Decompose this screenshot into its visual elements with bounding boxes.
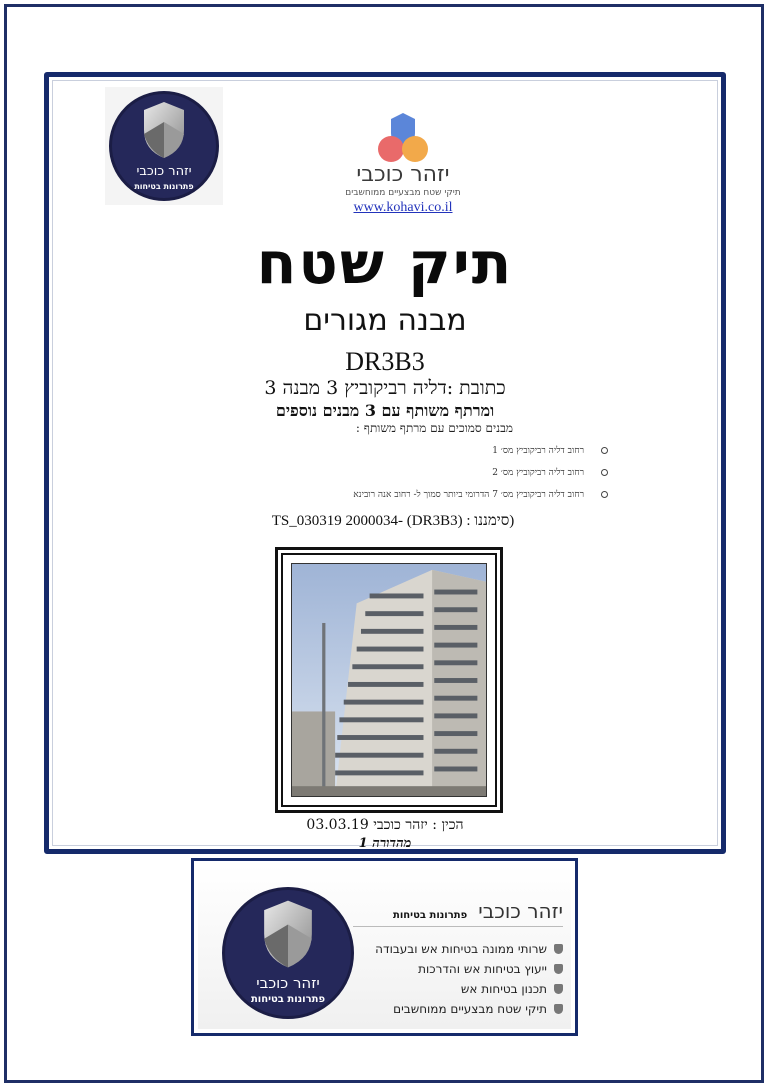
seal-tagline: פתרונות בטיחות (134, 182, 194, 191)
adjacent-buildings-title: מבנים סמוכים עם מרתף משותף : (355, 421, 513, 435)
brand-logo (303, 111, 503, 217)
list-item: תכנון בטיחות אש (353, 979, 563, 999)
adjacent-buildings-list (193, 443, 608, 509)
brand-shield-icon (373, 111, 433, 163)
list-item: רחוב דליה רביקוביץ מס׳ 7 הדרומי ביותר סמוך ל- רחוב אנה רובינא (193, 487, 608, 509)
prepared-by: הכין : יזהר כוכבי 03.03.19 (306, 817, 464, 833)
card-services-list (353, 939, 563, 1019)
building-photo-frame (275, 547, 503, 813)
card-tagline: פתרונות בטיחות (393, 910, 468, 921)
address-line: כתובת :דליה רביקוביץ 3 מבנה 3 (264, 377, 506, 399)
brand-name: יזהר כוכבי (356, 162, 450, 187)
shield-icon (138, 100, 190, 160)
circle-bullet-icon (601, 469, 608, 476)
cover-inner (52, 80, 718, 851)
card-heading (353, 899, 563, 927)
seal-name: יזהר כוכבי (136, 164, 192, 179)
document-marking: (סימננו : TS_030319 2000034- (DR3B3) (271, 513, 515, 529)
list-item: תיקי שטח מבצעיים ממוחשבים (353, 999, 563, 1019)
list-item: שרותי ממונה בטיחות אש ובעבודה (353, 939, 563, 959)
list-item: ייעוץ בטיחות אש והדרכות (353, 959, 563, 979)
business-card-inner (198, 865, 571, 1029)
circle-bullet-icon (601, 491, 608, 498)
business-card (191, 858, 578, 1036)
document-subtitle: מבנה מגורים (303, 303, 467, 338)
list-item: רחוב דליה רביקוביץ מס׳ 2 (193, 465, 608, 487)
shield-bullet-icon (554, 944, 563, 954)
building-photo (291, 563, 487, 797)
brand-url-link[interactable]: www.kohavi.co.il (353, 200, 453, 215)
card-seal-logo (222, 887, 354, 1019)
document-title: תיק שטח (256, 229, 514, 297)
shield-bullet-icon (554, 1004, 563, 1014)
list-item: רחוב דליה רביקוביץ מס׳ 1 (193, 443, 608, 465)
shield-bullet-icon (554, 964, 563, 974)
seal-tagline: פתרונות בטיחות (250, 994, 326, 1005)
address-extra: ומרתף משותף עם 3 מבנים נוספים (275, 401, 495, 420)
cover-page (44, 72, 726, 854)
circle-bullet-icon (601, 447, 608, 454)
brand-subtitle: תיקי שטח מבצעיים ממוחשבים (345, 188, 461, 198)
seal-logo (109, 91, 219, 201)
card-name: יזהר כוכבי (478, 899, 563, 923)
shield-bullet-icon (554, 984, 563, 994)
building-code: DR3B3 (345, 347, 425, 376)
edition-label: מהדורה 1 (358, 836, 412, 851)
shield-icon (257, 898, 319, 970)
seal-logo-box (105, 87, 223, 205)
seal-name: יזהר כוכבי (256, 974, 320, 992)
